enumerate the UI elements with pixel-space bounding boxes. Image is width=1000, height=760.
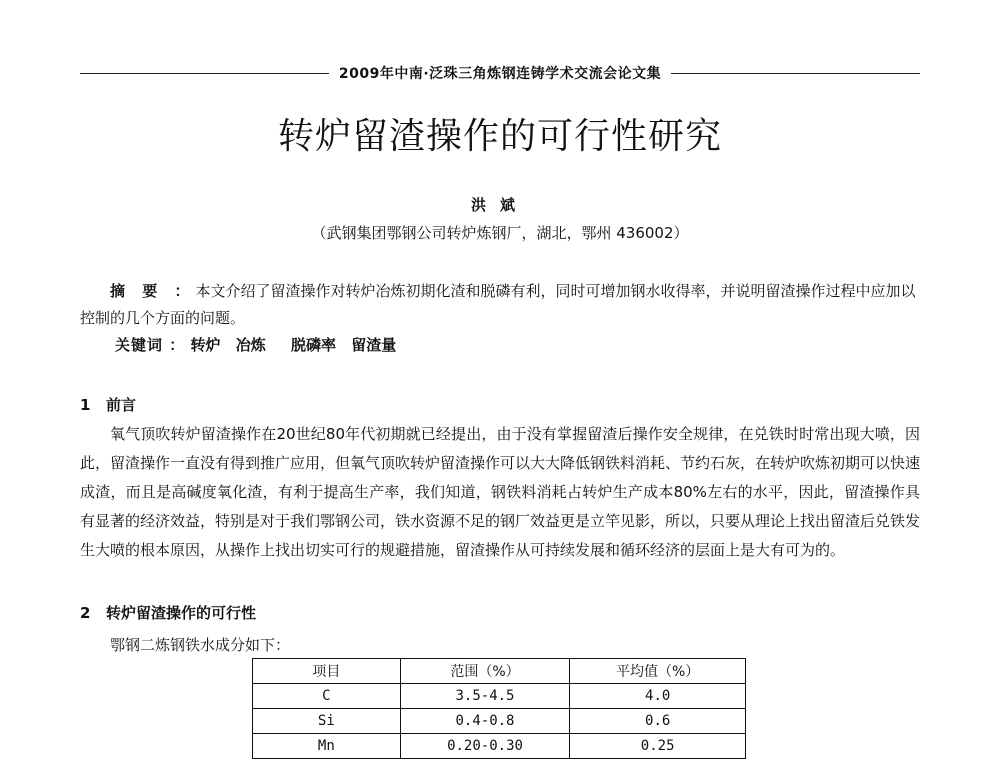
- section-heading-2: [80, 602, 256, 623]
- section-heading-1: [80, 394, 136, 415]
- table-header-cell: 项目: [253, 659, 401, 684]
- keywords-label: 关键词 ：: [115, 336, 186, 354]
- abstract-label: 摘 要 ：: [110, 282, 196, 300]
- section-number: 1: [80, 396, 91, 414]
- table-cell: 4.0: [570, 684, 746, 709]
- section-title: 前言: [106, 396, 137, 414]
- running-header-text: 2009年中南·泛珠三角炼钢连铸学术交流会论文集: [338, 66, 662, 82]
- abstract: [80, 278, 920, 332]
- section-title: 转炉留渣操作的可行性: [106, 604, 257, 622]
- keyword-item: 留渣量: [351, 336, 397, 354]
- header-rule-right: [671, 73, 920, 74]
- keyword-item: 冶炼: [235, 336, 266, 354]
- paper-title: 转炉留渣操作的可行性研究: [277, 116, 722, 157]
- table-cell: 0.6: [570, 709, 746, 734]
- table-cell: 3.5-4.5: [400, 684, 570, 709]
- header-rule-left: [80, 73, 329, 74]
- table-header-cell: 平均值（%）: [570, 659, 746, 684]
- keyword-item: 脱磷率: [290, 336, 336, 354]
- section-1-paragraph: 氧气顶吹转炉留渣操作在20世纪80年代初期就已经提出，由于没有掌握留渣后操作安全规律，在兑铁时时常出现大喷，因此，留渣操作一直没有得到推广应用，但氧气顶吹转炉留渣操作可以大大降低钢铁料消耗、节约石灰，在转炉吹炼初期可以快速成渣，而且是高碱度氧化渣，有利于提高生产率，我们知道，钢铁料消耗占转炉生产成本80%左右的水平，因此，留渣操作具有显著的经济效益，特别是对于我们鄂钢公司，铁水资源不足的钢厂效益更是立竿见影，所以，只要从理论上找出留渣后兑铁发生大喷的根本原因，从操作上找出切实可行的规避措施，留渣操作从可持续发展和循环经济的层面上是大有可为的。: [80, 425, 921, 559]
- table-cell: C: [253, 684, 401, 709]
- table-row: [253, 709, 746, 734]
- table-header-row: [253, 659, 746, 684]
- table-cell: Si: [253, 709, 401, 734]
- table-intro: 鄂钢二炼钢铁水成分如下：: [110, 636, 291, 654]
- table-row: [253, 734, 746, 759]
- table-row: [253, 684, 746, 709]
- table-cell: Mn: [253, 734, 401, 759]
- keyword-item: 转炉: [190, 336, 221, 354]
- table-header-cell: 范围（%）: [400, 659, 570, 684]
- keywords: [115, 332, 915, 359]
- table-cell: 0.25: [570, 734, 746, 759]
- affiliation: （武钢集团鄂钢公司转炉炼钢厂，湖北，鄂州 436002）: [311, 224, 689, 242]
- table-cell: 0.4-0.8: [400, 709, 570, 734]
- running-header: [80, 62, 920, 84]
- author: 洪斌: [470, 196, 529, 214]
- table-cell: 0.20-0.30: [400, 734, 570, 759]
- composition-table: [252, 658, 746, 759]
- section-number: 2: [80, 604, 91, 622]
- abstract-text: 本文介绍了留渣操作对转炉冶炼初期化渣和脱磷有利，同时可增加钢水收得率，并说明留渣操作过程中应加以控制的几个方面的问题。: [80, 282, 916, 327]
